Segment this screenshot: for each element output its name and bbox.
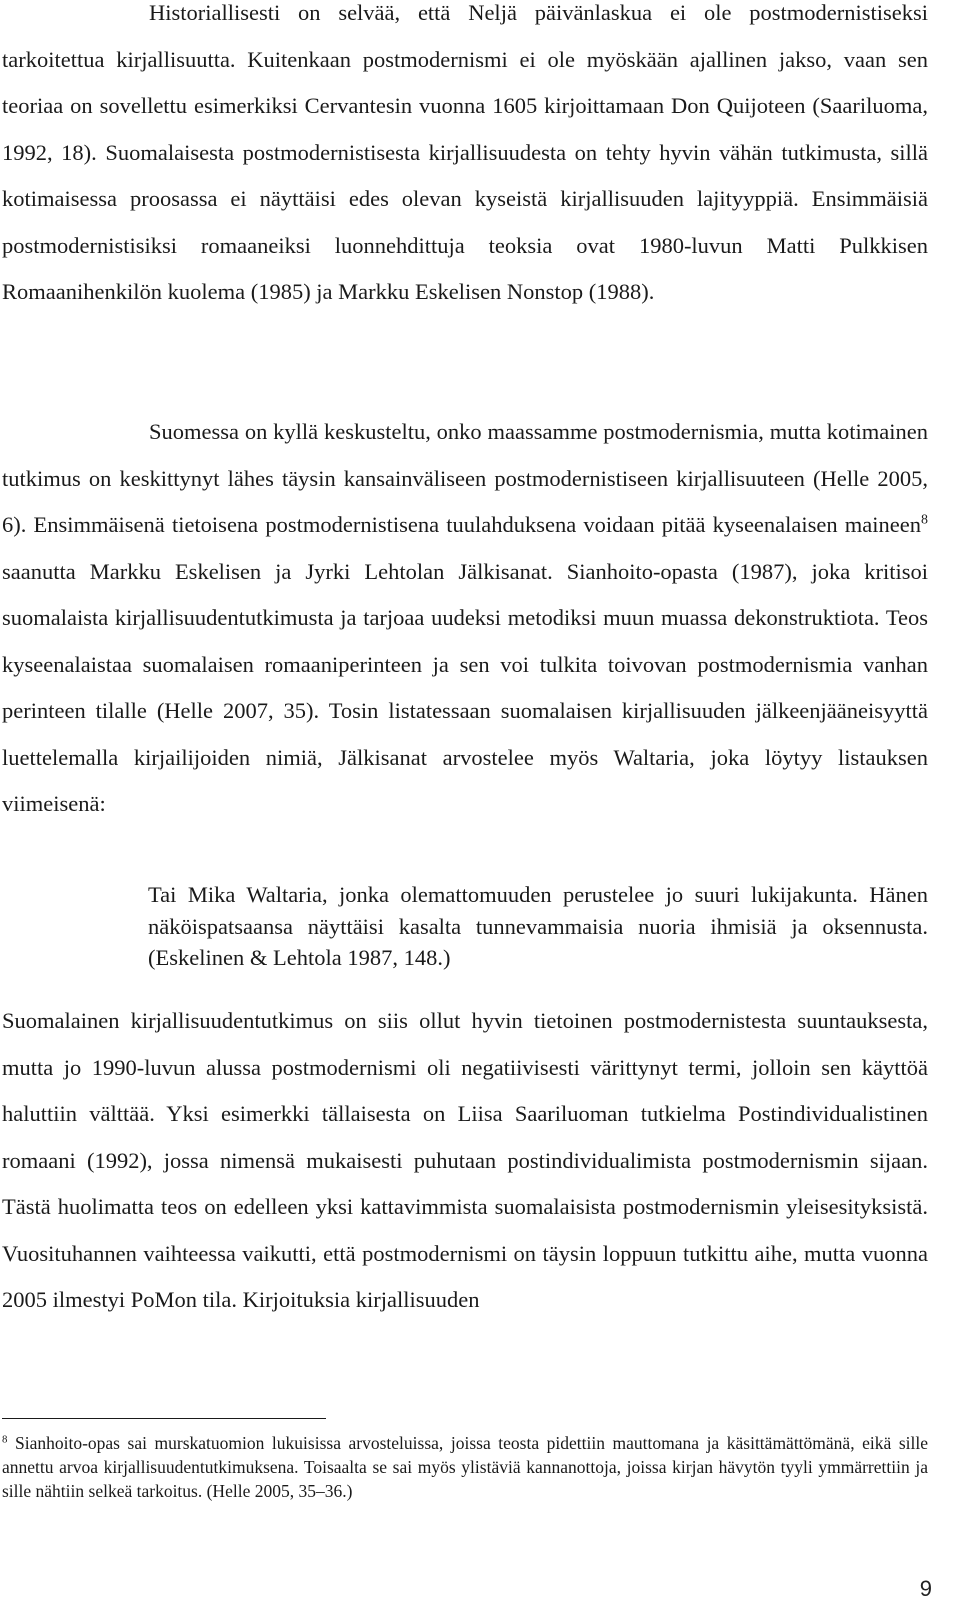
- footnote-text: Sianhoito-opas sai murskatuomion lukuisissa arvosteluissa, joissa teosta pidettiin mauttomana ja käsittämättömänä, eikä sille annettu arvoa kirjallisuudentutkimuksena. Toisaalta se sai myös ylistäviä kannanottoja, joissa kirjan hävytön tyyli ymmärrettiin ja sille nähtiin selkeä tarkoitus. (Helle 2005, 35–36.): [2, 1433, 928, 1501]
- footnote: [2, 1431, 928, 1503]
- paragraph-2: [2, 409, 928, 828]
- page-number: 9: [919, 1576, 932, 1601]
- footnote-reference: 8: [921, 512, 928, 528]
- footnote-number: 8: [2, 1433, 8, 1446]
- footnote-separator: [2, 1418, 326, 1419]
- block-quote: Tai Mika Waltaria, jonka olemattomuuden perustelee jo suuri lukijakunta. Hänen näköispatsaansa näyttäisi kasalta tunnevammaisia nuoria ihmisiä ja oksennusta. (Eskelinen & Lehtola 1987, 148.): [148, 882, 928, 970]
- paragraph-1: Historiallisesti on selvää, että Neljä päivänlaskua ei ole postmodernistiseksi tarkoitettua kirjallisuutta. Kuitenkaan postmodernismi ei ole myöskään ajallinen jakso, vaan sen teoriaa on sovellettu esimerkiksi Cervantesin vuonna 1605 kirjoittamaan Don Quijoteen (Saariluoma, 1992, 18). Suomalaisesta postmodernistisesta kirjallisuudesta on tehty hyvin vähän tutkimusta, sillä kotimaisessa proosassa ei näyttäisi edes olevan kyseistä kirjallisuuden lajityyppiä. Ensimmäisiä postmodernistisiksi romaaneiksi luonnehdittuja teoksia ovat 1980-luvun Matti Pulkkisen Romaanihenkilön kuolema (1985) ja Markku Eskelisen Nonstop (1988).: [2, 0, 928, 304]
- paragraph-3: Suomalainen kirjallisuudentutkimus on siis ollut hyvin tietoinen postmodernistesta suuntauksesta, mutta jo 1990-luvun alussa postmodernismi oli negatiivisesti värittynyt termi, jolloin sen käyttöä haluttiin välttää. Yksi esimerkki tällaisesta on Liisa Saariluoman tutkielma Postindividualistinen romaani (1992), jossa nimensä mukaisesti puhutaan postindividualimista postmodernismin sijaan. Tästä huolimatta teos on edelleen yksi kattavimmista suomalaisista postmodernismin yleisesityksistä. Vuosituhannen vaihteessa vaikutti, että postmodernismi on täysin loppuun tutkittu aihe, mutta vuonna 2005 ilmestyi PoMon tila. Kirjoituksia kirjallisuuden: [2, 1008, 928, 1312]
- paragraph-2-text: Suomessa on kyllä keskusteltu, onko maassamme postmodernismia, mutta kotimainen tutkimus on keskittynyt lähes täysin kansainväliseen postmodernistiseen kirjallisuuteen (Helle 2005, 6). Ensimmäisenä tietoisena postmodernistisena tuulahduksena voidaan pitää kyseenalaisen maineen: [2, 419, 928, 537]
- paragraph-2-continuation: saanutta Markku Eskelisen ja Jyrki Lehtolan Jälkisanat. Sianhoito-opasta (1987), joka kritisoi suomalaista kirjallisuudentutkimusta ja tarjoaa uudeksi metodiksi muun muassa dekonstruktiota. Teos kyseenalaistaa suomalaisen romaaniperinteen ja sen voi tulkita toivovan postmodernismia vanhan perinteen tilalle (Helle 2007, 35). Tosin listatessaan suomalaisen kirjallisuuden jälkeenjääneisyyttä luettelemalla kirjailijoiden nimiä, Jälkisanat arvostelee myös Waltaria, joka löytyy listauksen viimeisenä:: [2, 558, 928, 816]
